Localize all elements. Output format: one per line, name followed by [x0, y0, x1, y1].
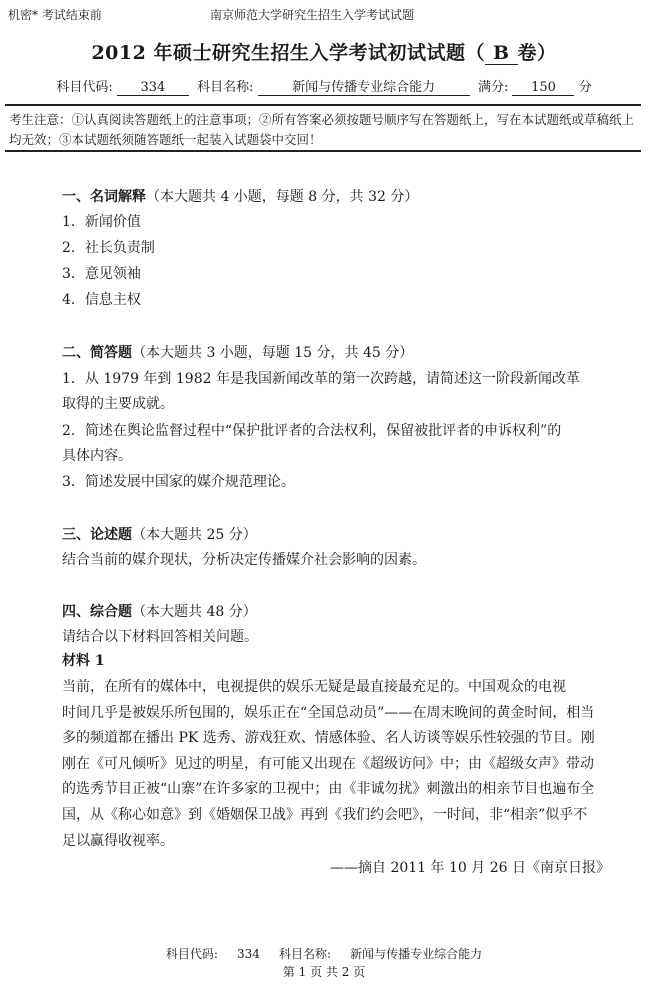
material-source: ——摘自 2011 年 10 月 26 日《南京日报》: [330, 860, 610, 876]
section-3-heading: [62, 524, 257, 544]
list-item: 请结合以下材料回答相关问题。: [62, 629, 258, 645]
subject-name: 新闻与传播专业综合能力: [258, 76, 470, 96]
section-1-heading: [62, 186, 418, 206]
footer-subject: 科目代码: 334 科目名称: 新闻与传播专业综合能力: [165, 947, 483, 961]
material-line: 国，从《称心如意》到《婚姻保卫战》再到《我们约会吧》，一时间，非“相亲”似乎不: [62, 807, 588, 823]
confidential-label: 机密* 考试结束前: [8, 8, 102, 22]
university-header: 南京师范大学研究生招生入学考试试题: [210, 8, 415, 22]
subject-code: 334: [117, 80, 189, 96]
list-item: 3．意见领袖: [62, 266, 141, 282]
list-item: 取得的主要成就。: [62, 396, 174, 412]
notice-text: 考生注意：①认真阅读答题纸上的注意事项；②所有答案必须按题号顺序写在答题纸上，写在本试题纸或草稿纸上均无效；③本试题纸须随答题纸一起装入试题袋中交回！: [9, 112, 635, 147]
list-item: 具体内容。: [62, 448, 132, 464]
code-label: 科目代码:: [56, 80, 113, 95]
section-3-sub: （本大题共 25 分）: [132, 527, 257, 543]
list-item: 2．社长负责制: [62, 240, 155, 256]
list-item: 3．简述发展中国家的媒介规范理论。: [62, 474, 295, 490]
section-1-sub: （本大题共 4 小题，每题 8 分，共 32 分）: [146, 189, 419, 205]
list-item: 1．从 1979 年到 1982 年是我国新闻改革的第一次跨越，请简述这一阶段新闻改革: [62, 371, 580, 387]
section-2-sub: （本大题共 3 小题，每题 15 分，共 45 分）: [132, 345, 414, 361]
list-item: 2．简述在舆论监督过程中“保护批评者的合法权利，保留被批评者的申诉权利”的: [62, 423, 562, 439]
material-line: 的选秀节目正被“山寨”在许多家的卫视中；由《非诚勿扰》刺激出的相亲节目也遍布全: [62, 781, 595, 797]
section-4-sub: （本大题共 48 分）: [132, 604, 257, 620]
material-line: 刚在《可凡倾听》见过的明星，有可能又出现在《超级访问》中；由《超级女声》带动: [62, 756, 594, 772]
material-line: 多的频道都在播出 PK 选秀、游戏狂欢、情感体验、名人访谈等娱乐性较强的节目。刚: [62, 730, 595, 746]
material-line: 当前，在所有的媒体中，电视提供的娱乐无疑是最直接最充足的。中国观众的电视: [62, 679, 566, 695]
subject-meta: [0, 76, 648, 96]
section-4-heading: [62, 601, 257, 621]
score-unit: 分: [578, 80, 592, 95]
exam-title: [0, 38, 648, 65]
material-line: 时间几乎是被娱乐所包围的，娱乐正在“全国总动员”——在周末晚间的黄金时间，相当: [62, 705, 595, 721]
section-1-title: 一、名词解释: [62, 189, 146, 205]
section-4-title: 四、综合题: [62, 604, 132, 620]
section-2-heading: [62, 342, 413, 362]
title-prefix: 2012 年硕士研究生招生入学考试初试试题（: [91, 42, 485, 64]
list-item: 4．信息主权: [62, 292, 141, 308]
material-title: 材料 1: [62, 653, 105, 669]
section-2-title: 二、简答题: [62, 345, 132, 361]
score-label: 满分:: [477, 80, 509, 95]
title-volume: B: [485, 42, 518, 65]
list-item: 结合当前的媒介现状，分析决定传播媒介社会影响的因素。: [62, 552, 426, 568]
title-suffix: 卷）: [517, 42, 557, 64]
material-line: 足以赢得收视率。: [62, 833, 174, 849]
full-score: 150: [512, 80, 574, 96]
list-item: 1．新闻价值: [62, 214, 141, 230]
notice-box: [5, 104, 641, 152]
page-number: 第 1 页 共 2 页: [282, 965, 366, 979]
name-label: 科目名称:: [197, 80, 254, 95]
section-3-title: 三、论述题: [62, 527, 132, 543]
